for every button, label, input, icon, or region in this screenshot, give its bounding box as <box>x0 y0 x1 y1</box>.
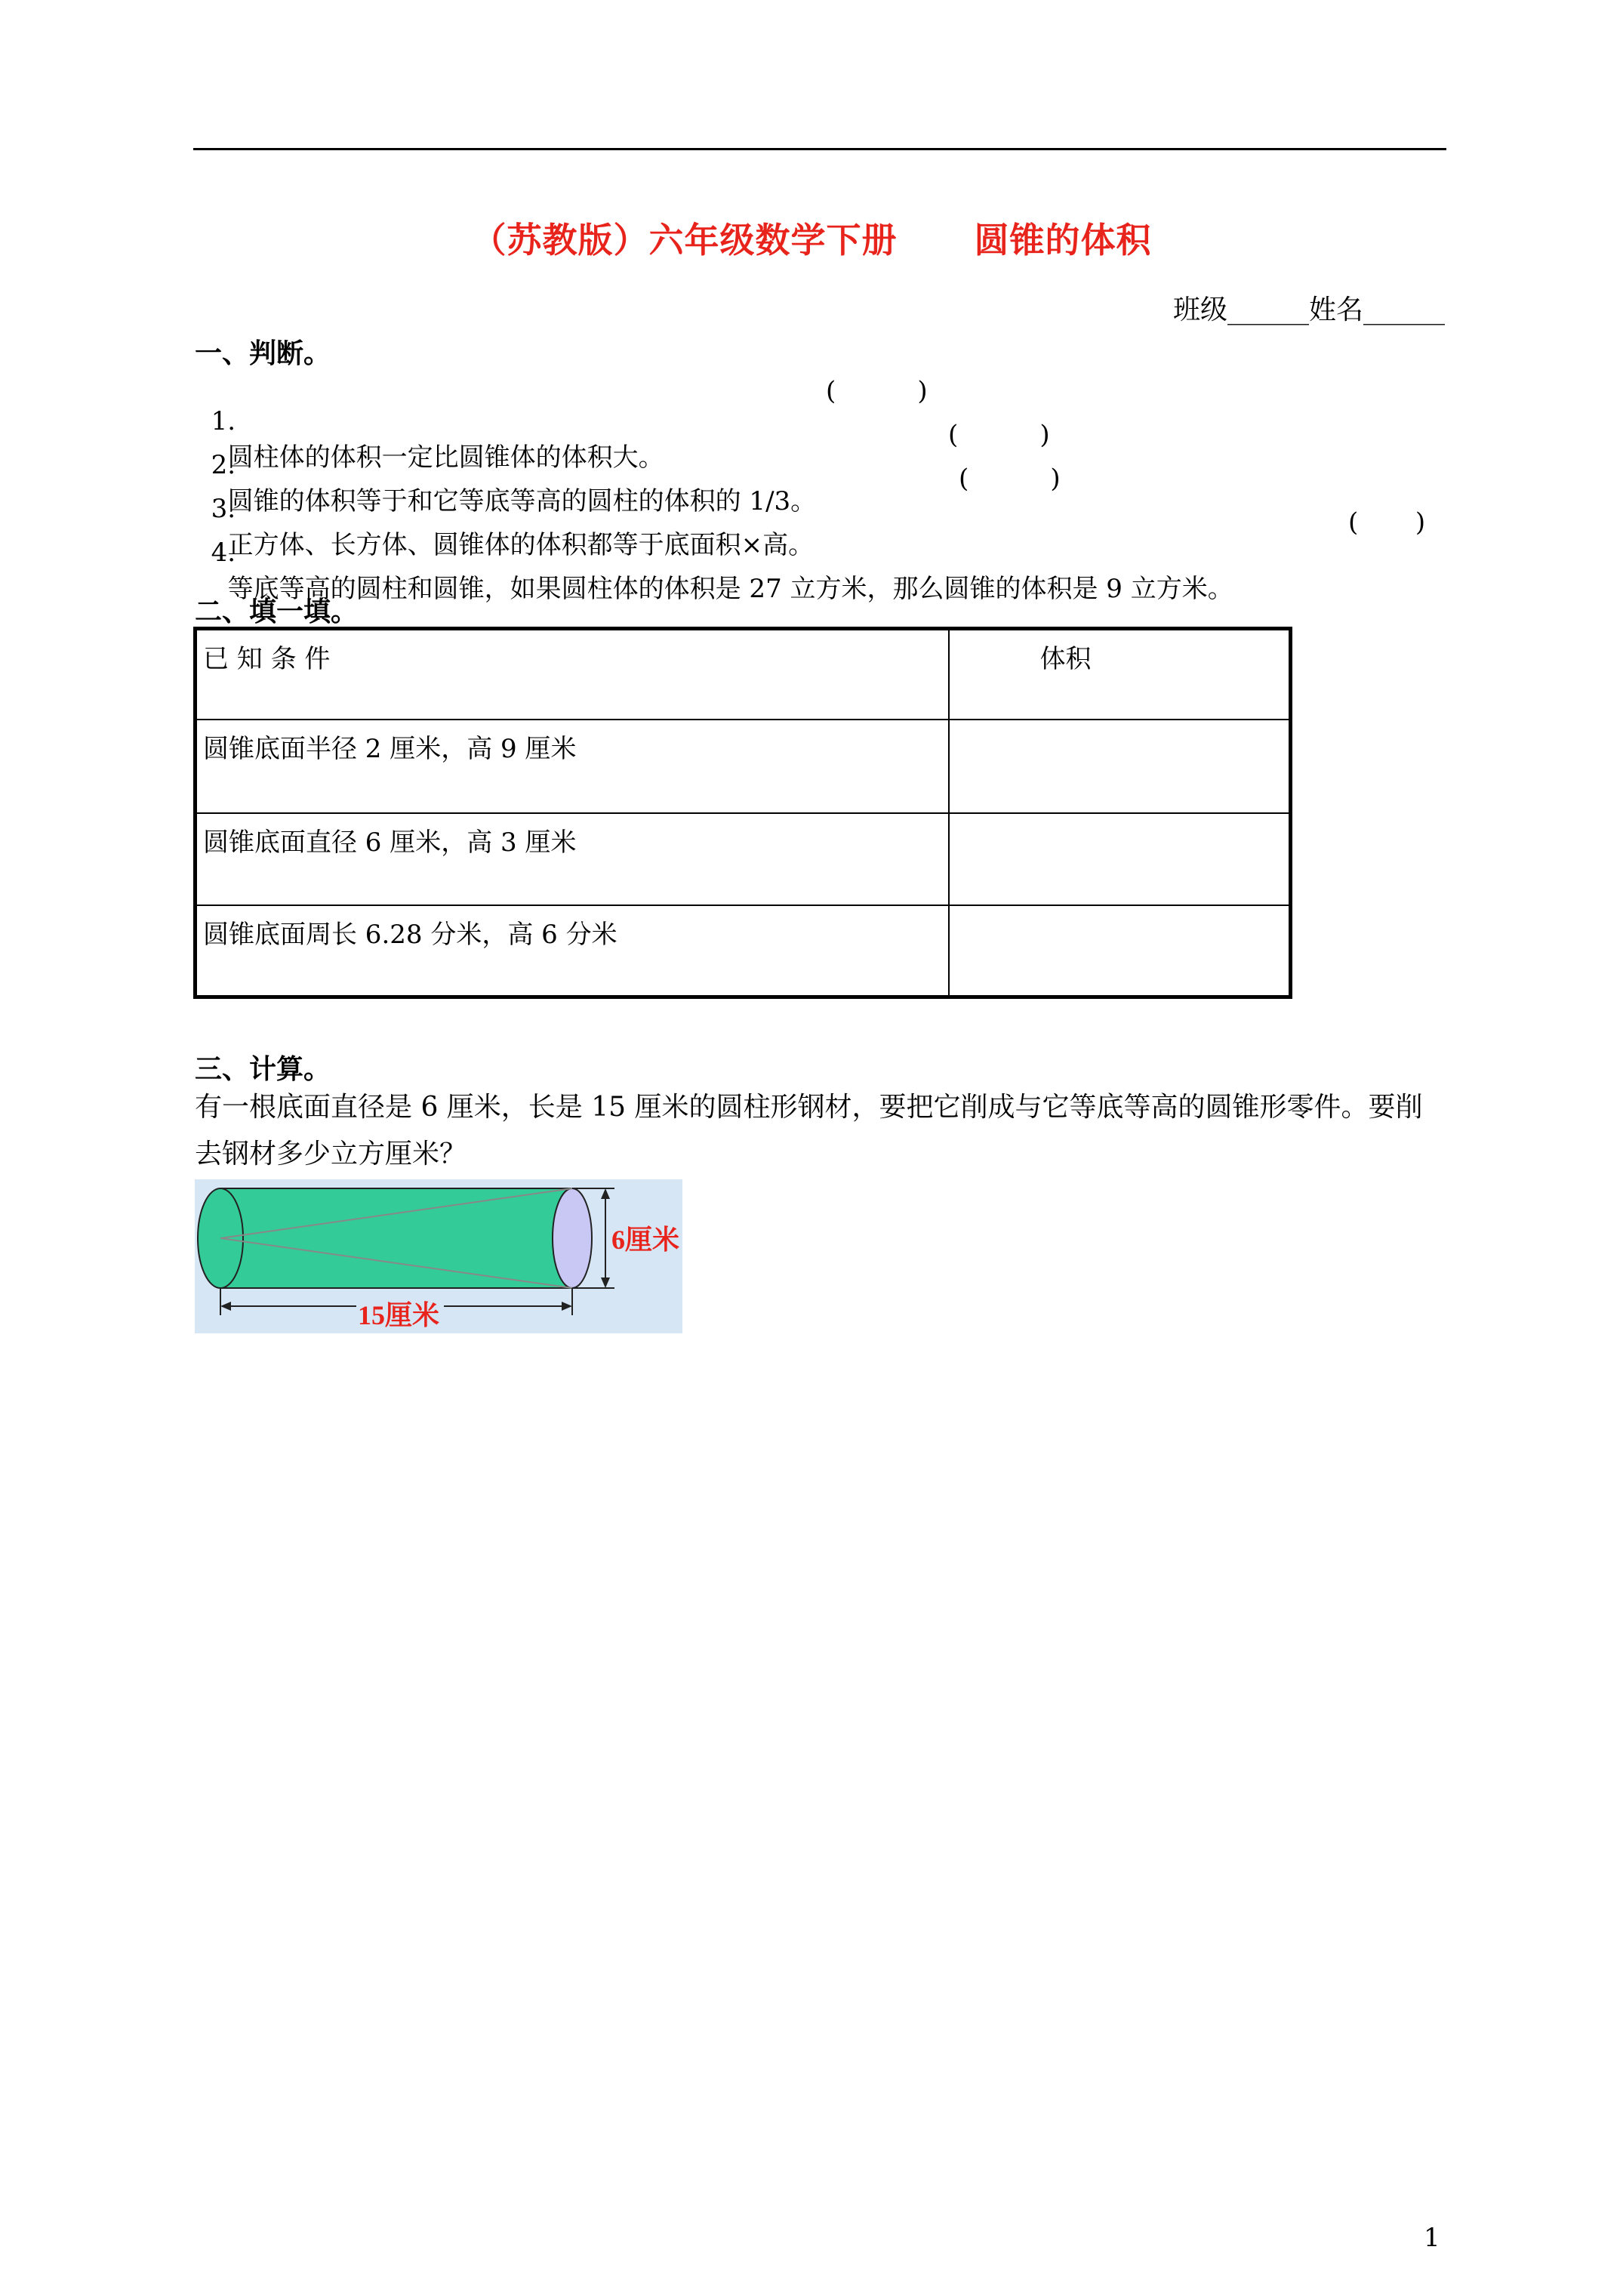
condition-cell: 圆锥底面半径 2 厘米，高 9 厘米 <box>196 720 949 813</box>
section-judge-heading: 一、判断。 <box>195 337 331 369</box>
question-text: 圆柱体的体积一定比圆锥体的体积大。 <box>227 442 664 473</box>
cylinder-figure <box>195 1179 682 1333</box>
answer-blank[interactable]: ( ) <box>948 420 1050 450</box>
volume-answer-cell[interactable] <box>949 905 1291 997</box>
length-label: 15厘米 <box>358 1300 440 1330</box>
cylinder-right-end <box>553 1188 592 1288</box>
cylinder-body <box>220 1188 572 1288</box>
header-conditions: 已 知 条 件 <box>196 629 949 720</box>
page-number: 1 <box>1424 2223 1440 2253</box>
volume-answer-cell[interactable] <box>949 813 1291 905</box>
volume-answer-cell[interactable] <box>949 720 1291 813</box>
question-number: 2. <box>211 450 236 480</box>
condition-cell: 圆锥底面周长 6.28 分米，高 6 分米 <box>196 905 949 997</box>
table-header-row <box>196 629 1291 720</box>
answer-blank[interactable]: ( ) <box>826 376 928 406</box>
answer-blank[interactable]: ( ) <box>959 464 1061 494</box>
question-number: 3. <box>211 494 236 524</box>
fill-table <box>193 627 1292 999</box>
section-fill-heading: 二、填一填。 <box>195 596 359 627</box>
section-calc-heading: 三、计算。 <box>195 1053 331 1085</box>
question-text: 等底等高的圆柱和圆锥，如果圆柱体的体积是 27 立方米，那么圆锥的体积是 9 立方米。 <box>227 574 1233 604</box>
class-name-line: 班级______姓名______ <box>1172 294 1445 325</box>
table-row <box>196 720 1291 813</box>
condition-cell: 圆锥底面直径 6 厘米，高 3 厘米 <box>196 813 949 905</box>
table-row <box>196 813 1291 905</box>
question-number: 4. <box>211 538 236 568</box>
question-number: 1. <box>211 406 236 436</box>
question-text: 圆锥的体积等于和它等底等高的圆柱的体积的 1/3。 <box>227 486 817 516</box>
cylinder-diagram <box>195 1179 682 1333</box>
table-row <box>196 905 1291 997</box>
top-rule <box>193 148 1446 150</box>
answer-blank[interactable]: ( ) <box>1348 507 1426 538</box>
page-title: （苏教版）六年级数学下册 圆锥的体积 <box>471 220 1152 260</box>
calc-problem-text: 有一根底面直径是 6 厘米，长是 15 厘米的圆柱形钢材，要把它削成与它等底等高的圆锥形零件。要削去钢材多少立方厘米？ <box>195 1092 1423 1170</box>
question-text: 正方体、长方体、圆锥体的体积都等于底面积×高。 <box>227 530 815 560</box>
header-volume: 体积 <box>949 629 1291 720</box>
diameter-label: 6厘米 <box>611 1225 680 1255</box>
